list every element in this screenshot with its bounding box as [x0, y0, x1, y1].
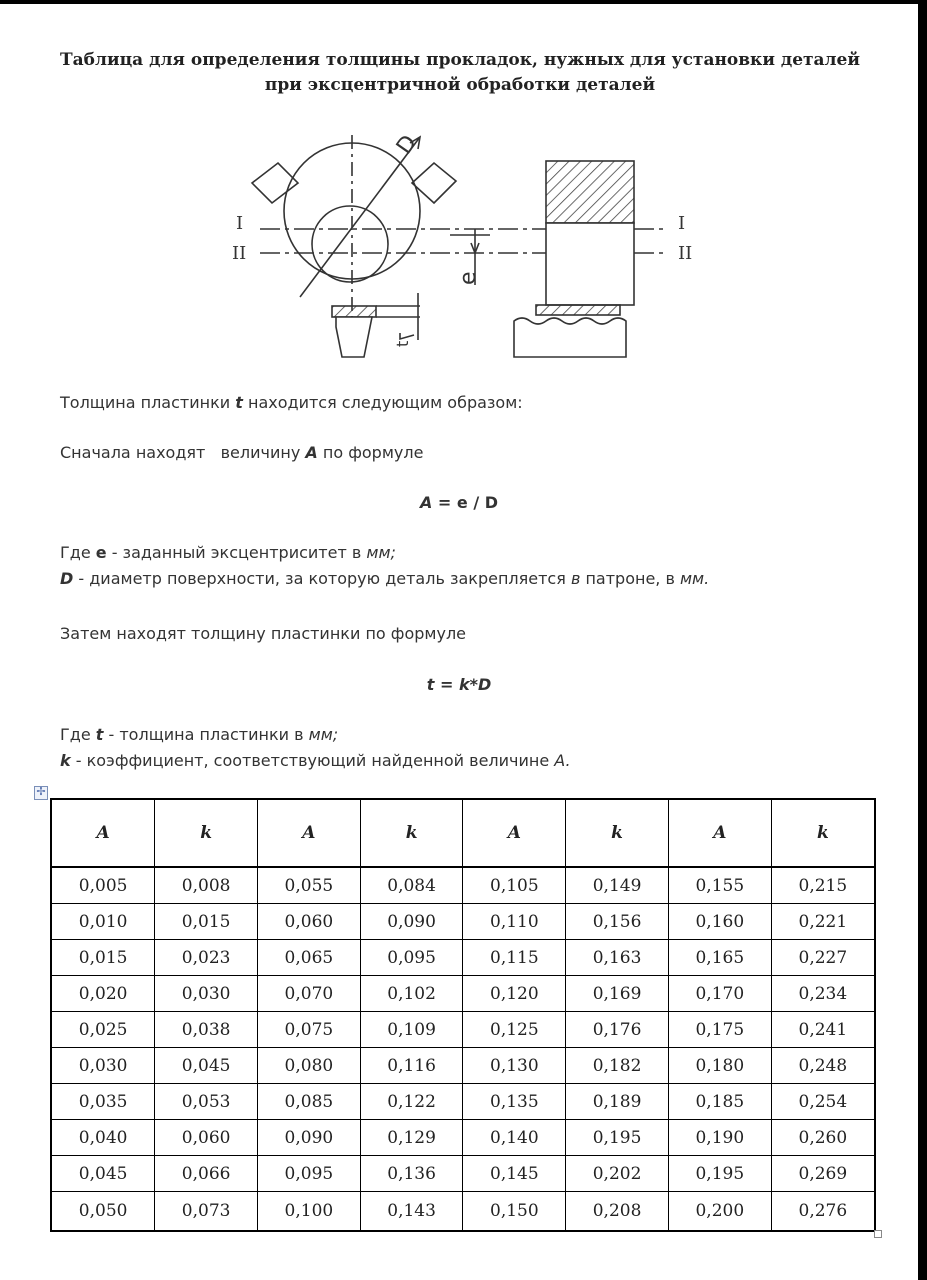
paragraph-7 [60, 751, 571, 770]
p3-text: Где [60, 543, 96, 562]
paragraph-5: Затем находят толщину пластинки по формуле [60, 624, 467, 643]
p1-text-2: находится следующим образом: [242, 393, 523, 412]
table-cell: 0,195 [566, 1120, 669, 1156]
formula-t [0, 675, 918, 694]
table-cell: 0,110 [463, 904, 566, 940]
header-cell: A [258, 799, 361, 867]
table-row [51, 1084, 875, 1120]
table-cell: 0,053 [155, 1084, 258, 1120]
table-row [51, 1120, 875, 1156]
table-cell: 0,065 [258, 940, 361, 976]
header-cell: k [360, 799, 463, 867]
table-cell: 0,260 [771, 1120, 875, 1156]
table-cell: 0,156 [566, 904, 669, 940]
header-cell: A [51, 799, 155, 867]
table-cell: 0,155 [668, 867, 771, 904]
p6-text-2: - толщина пластинки в [103, 725, 309, 744]
table-cell: 0,015 [51, 940, 155, 976]
table-cell: 0,090 [258, 1120, 361, 1156]
table-cell: 0,080 [258, 1048, 361, 1084]
eccentric-setup-figure [220, 125, 720, 365]
table-cell: 0,095 [258, 1156, 361, 1192]
table-cell: 0,105 [463, 867, 566, 904]
table-cell: 0,025 [51, 1012, 155, 1048]
table-cell: 0,227 [771, 940, 875, 976]
p4-in: в [570, 569, 581, 588]
table-cell: 0,135 [463, 1084, 566, 1120]
header-cell: k [771, 799, 875, 867]
table-cell: 0,010 [51, 904, 155, 940]
table-cell: 0,185 [668, 1084, 771, 1120]
label-i-right: I [678, 213, 686, 234]
table-row [51, 1192, 875, 1232]
table-cell: 0,195 [668, 1156, 771, 1192]
coefficient-table [50, 798, 876, 1232]
table-cell: 0,143 [360, 1192, 463, 1232]
table-cell: 0,140 [463, 1120, 566, 1156]
table-cell: 0,116 [360, 1048, 463, 1084]
label-e: e [456, 271, 481, 285]
p7-var: k [60, 751, 71, 770]
table-cell: 0,208 [566, 1192, 669, 1232]
p3-text-2: - заданный эксцентриситет в [106, 543, 367, 562]
p1-text: Толщина пластинки [60, 393, 236, 412]
table-cell: 0,035 [51, 1084, 155, 1120]
table-row [51, 904, 875, 940]
table-cell: 0,075 [258, 1012, 361, 1048]
table-row [51, 1156, 875, 1192]
p6-var: t [95, 725, 104, 744]
label-t: t [393, 340, 412, 347]
p3-unit: мм; [366, 543, 396, 562]
table-cell: 0,241 [771, 1012, 875, 1048]
p7-unit: A. [554, 751, 571, 770]
p2-text: Сначала находят величину [60, 443, 306, 462]
p2-var: A [305, 443, 318, 462]
table-cell: 0,045 [155, 1048, 258, 1084]
table-cell: 0,182 [566, 1048, 669, 1084]
p1-var: t [235, 393, 243, 412]
table-cell: 0,215 [771, 867, 875, 904]
table-cell: 0,055 [258, 867, 361, 904]
table-row [51, 976, 875, 1012]
p7-text: - коэффициент, соответствующий найденной величине [70, 751, 555, 770]
paragraph-4 [60, 569, 709, 588]
table-cell: 0,085 [258, 1084, 361, 1120]
table-cell: 0,109 [360, 1012, 463, 1048]
header-cell: A [463, 799, 566, 867]
header-cell: k [566, 799, 669, 867]
table-cell: 0,269 [771, 1156, 875, 1192]
table-cell: 0,100 [258, 1192, 361, 1232]
header-cell: k [155, 799, 258, 867]
table-row [51, 1048, 875, 1084]
resize-handle-icon[interactable] [874, 1230, 882, 1238]
table-cell: 0,276 [771, 1192, 875, 1232]
label-ii-left: II [232, 243, 247, 264]
table-cell: 0,120 [463, 976, 566, 1012]
table-cell: 0,190 [668, 1120, 771, 1156]
table-row [51, 867, 875, 904]
p2-text-2: по формуле [317, 443, 424, 462]
table-cell: 0,169 [566, 976, 669, 1012]
top-edge [0, 0, 918, 4]
table-cell: 0,248 [771, 1048, 875, 1084]
table-cell: 0,180 [668, 1048, 771, 1084]
table-cell: 0,090 [360, 904, 463, 940]
table-cell: 0,170 [668, 976, 771, 1012]
table-cell: 0,200 [668, 1192, 771, 1232]
p4-var: D [60, 569, 74, 588]
table-cell: 0,038 [155, 1012, 258, 1048]
table-cell: 0,045 [51, 1156, 155, 1192]
table-cell: 0,160 [668, 904, 771, 940]
label-i-left: I [236, 213, 244, 234]
table-cell: 0,130 [463, 1048, 566, 1084]
table-cell: 0,234 [771, 976, 875, 1012]
table-row [51, 940, 875, 976]
page-title: Таблица для определения толщины прокладок, нужных для установки деталей при эксцентричной обработки деталей [60, 50, 860, 95]
table-cell: 0,050 [51, 1192, 155, 1232]
table-cell: 0,040 [51, 1120, 155, 1156]
table-cell: 0,115 [463, 940, 566, 976]
table-cell: 0,060 [155, 1120, 258, 1156]
table-cell: 0,005 [51, 867, 155, 904]
table-cell: 0,150 [463, 1192, 566, 1232]
table-cell: 0,189 [566, 1084, 669, 1120]
header-cell: A [668, 799, 771, 867]
table-cell: 0,125 [463, 1012, 566, 1048]
table-cell: 0,066 [155, 1156, 258, 1192]
table-cell: 0,102 [360, 976, 463, 1012]
table-cell: 0,070 [258, 976, 361, 1012]
table-cell: 0,176 [566, 1012, 669, 1048]
formula-a [0, 493, 918, 512]
paragraph-2 [60, 443, 423, 462]
table-header-row [51, 799, 875, 867]
paragraph-1 [60, 393, 523, 412]
table-cell: 0,030 [155, 976, 258, 1012]
formula-a-var: A [419, 493, 433, 512]
table-cell: 0,202 [566, 1156, 669, 1192]
table-cell: 0,149 [566, 867, 669, 904]
table-cell: 0,020 [51, 976, 155, 1012]
table-cell: 0,060 [258, 904, 361, 940]
table-cell: 0,023 [155, 940, 258, 976]
label-ii-right: II [678, 243, 693, 264]
table-cell: 0,008 [155, 867, 258, 904]
table-cell: 0,129 [360, 1120, 463, 1156]
p4-text-2: патроне, в [580, 569, 680, 588]
p4-text: - диаметр поверхности, за которую деталь закрепляется [73, 569, 571, 588]
table-cell: 0,136 [360, 1156, 463, 1192]
label-d: D [391, 130, 423, 159]
table-cell: 0,254 [771, 1084, 875, 1120]
table-row [51, 1012, 875, 1048]
table-cell: 0,175 [668, 1012, 771, 1048]
p4-unit: мм. [679, 569, 710, 588]
p6-text: Где [60, 725, 96, 744]
table-cell: 0,165 [668, 940, 771, 976]
table-cell: 0,163 [566, 940, 669, 976]
table-cell: 0,122 [360, 1084, 463, 1120]
table-cell: 0,073 [155, 1192, 258, 1232]
move-handle-icon[interactable]: ✢ [34, 786, 48, 800]
table-cell: 0,030 [51, 1048, 155, 1084]
table-cell: 0,145 [463, 1156, 566, 1192]
paragraph-6 [60, 725, 338, 744]
paragraph-3 [60, 543, 396, 562]
table-cell: 0,015 [155, 904, 258, 940]
table-cell: 0,221 [771, 904, 875, 940]
formula-a-rest: = e / D [432, 493, 499, 512]
table-cell: 0,095 [360, 940, 463, 976]
formula-t-text: t = k*D [426, 675, 492, 694]
p3-var: e [95, 543, 107, 562]
table-cell: 0,084 [360, 867, 463, 904]
p6-unit: мм; [308, 725, 339, 744]
